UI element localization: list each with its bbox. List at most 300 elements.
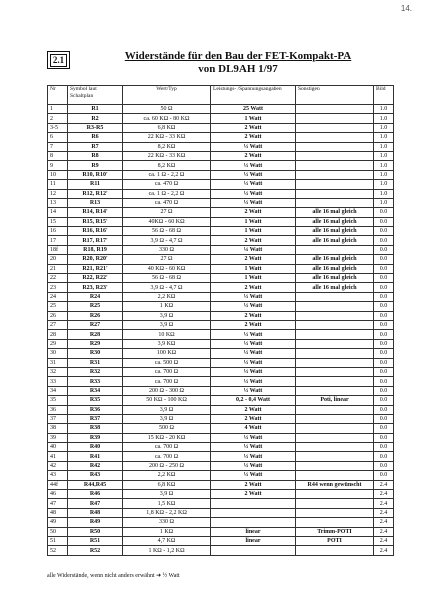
cell-symbol: R22, R22' bbox=[68, 274, 123, 283]
cell-nr: 50 bbox=[48, 527, 68, 536]
cell-symbol: R44,R45 bbox=[68, 480, 123, 489]
cell-sonstigen bbox=[296, 170, 374, 179]
cell-nr: 6 bbox=[48, 133, 68, 142]
cell-leistung: ½ Watt bbox=[211, 330, 296, 339]
cell-symbol: R30 bbox=[68, 349, 123, 358]
cell-symbol: R35 bbox=[68, 396, 123, 405]
cell-sonstigen bbox=[296, 320, 374, 329]
cell-leistung: ½ Watt bbox=[211, 142, 296, 151]
cell-nr: 29 bbox=[48, 339, 68, 348]
table-row bbox=[48, 123, 394, 132]
cell-bild: 1.0 bbox=[374, 105, 394, 114]
cell-sonstigen bbox=[296, 499, 374, 508]
cell-symbol: R47 bbox=[68, 499, 123, 508]
cell-wert: ca. 470 Ω bbox=[123, 198, 211, 207]
cell-symbol: R46 bbox=[68, 490, 123, 499]
cell-symbol: R25 bbox=[68, 302, 123, 311]
cell-symbol: R11 bbox=[68, 180, 123, 189]
cell-sonstigen bbox=[296, 424, 374, 433]
cell-leistung: ½ Watt bbox=[211, 367, 296, 376]
cell-nr: 47 bbox=[48, 499, 68, 508]
cell-sonstigen bbox=[296, 151, 374, 160]
cell-wert: 200 Ω - 250 Ω bbox=[123, 461, 211, 470]
cell-symbol: R1 bbox=[68, 105, 123, 114]
cell-nr: 12 bbox=[48, 189, 68, 198]
cell-nr: 21 bbox=[48, 264, 68, 273]
table-row bbox=[48, 114, 394, 123]
cell-nr: 8 bbox=[48, 151, 68, 160]
cell-leistung: 2 Watt bbox=[211, 123, 296, 132]
cell-bild: 2.4 bbox=[374, 490, 394, 499]
header-bild: Bild bbox=[374, 86, 394, 105]
table-row bbox=[48, 302, 394, 311]
cell-nr: 14 bbox=[48, 208, 68, 217]
cell-nr: 46 bbox=[48, 490, 68, 499]
cell-leistung: 1 Watt bbox=[211, 227, 296, 236]
cell-bild: 0.0 bbox=[374, 377, 394, 386]
cell-leistung: linear bbox=[211, 527, 296, 536]
cell-sonstigen bbox=[296, 461, 374, 470]
cell-sonstigen bbox=[296, 123, 374, 132]
cell-wert: 3,9 Ω bbox=[123, 311, 211, 320]
cell-symbol: R41 bbox=[68, 452, 123, 461]
cell-symbol: R23, R23' bbox=[68, 283, 123, 292]
cell-wert: 330 Ω bbox=[123, 245, 211, 254]
cell-sonstigen: alle 16 mal gleich bbox=[296, 236, 374, 245]
cell-symbol: R29 bbox=[68, 339, 123, 348]
cell-nr: 34 bbox=[48, 386, 68, 395]
cell-sonstigen: POTI bbox=[296, 536, 374, 545]
cell-leistung bbox=[211, 518, 296, 527]
cell-wert: ca. 500 Ω bbox=[123, 358, 211, 367]
cell-nr: 41 bbox=[48, 452, 68, 461]
cell-sonstigen: alle 16 mal gleich bbox=[296, 264, 374, 273]
cell-bild: 0.0 bbox=[374, 433, 394, 442]
table-row bbox=[48, 264, 394, 273]
table-row bbox=[48, 236, 394, 245]
cell-bild: 0.0 bbox=[374, 367, 394, 376]
cell-nr: 39 bbox=[48, 433, 68, 442]
cell-wert: 200 Ω - 300 Ω bbox=[123, 386, 211, 395]
cell-sonstigen bbox=[296, 508, 374, 517]
cell-wert: 6,8 KΩ bbox=[123, 480, 211, 489]
cell-nr: 36 bbox=[48, 405, 68, 414]
cell-nr: 2 bbox=[48, 114, 68, 123]
footnote: alle Widerstände, wenn nicht anders erwähnt ➜ ½ Watt bbox=[47, 573, 180, 579]
cell-leistung: ½ Watt bbox=[211, 358, 296, 367]
cell-wert: 56 Ω - 68 Ω bbox=[123, 227, 211, 236]
table-row bbox=[48, 546, 394, 555]
cell-symbol: R36 bbox=[68, 405, 123, 414]
cell-leistung: 4 Watt bbox=[211, 424, 296, 433]
cell-nr: 44f bbox=[48, 480, 68, 489]
cell-symbol: R32 bbox=[68, 367, 123, 376]
cell-wert: 10 KΩ bbox=[123, 330, 211, 339]
table-row bbox=[48, 349, 394, 358]
table-row bbox=[48, 536, 394, 545]
cell-sonstigen: Trimm-POTI bbox=[296, 527, 374, 536]
table-row bbox=[48, 133, 394, 142]
cell-leistung: ½ Watt bbox=[211, 471, 296, 480]
cell-bild: 0.0 bbox=[374, 471, 394, 480]
cell-wert: 500 Ω bbox=[123, 424, 211, 433]
cell-bild: 0.0 bbox=[374, 386, 394, 395]
cell-leistung: ½ Watt bbox=[211, 452, 296, 461]
cell-wert: 8,2 KΩ bbox=[123, 142, 211, 151]
cell-bild: 0.0 bbox=[374, 245, 394, 254]
cell-symbol: R43 bbox=[68, 471, 123, 480]
cell-sonstigen: Poti, linear bbox=[296, 396, 374, 405]
cell-bild: 0.0 bbox=[374, 274, 394, 283]
cell-wert: 3,9 Ω - 4,7 Ω bbox=[123, 283, 211, 292]
header-leistung: Leistungs- /Spannungsangaben bbox=[211, 86, 296, 105]
table-row bbox=[48, 151, 394, 160]
cell-sonstigen bbox=[296, 443, 374, 452]
cell-bild: 0.0 bbox=[374, 396, 394, 405]
cell-symbol: R18, R19 bbox=[68, 245, 123, 254]
cell-bild: 2.4 bbox=[374, 499, 394, 508]
cell-sonstigen: R44 wenn gewünscht bbox=[296, 480, 374, 489]
cell-sonstigen bbox=[296, 518, 374, 527]
cell-bild: 2.4 bbox=[374, 546, 394, 555]
cell-wert: ca. 700 Ω bbox=[123, 377, 211, 386]
cell-wert: ca. 1 Ω - 2,2 Ω bbox=[123, 170, 211, 179]
cell-leistung bbox=[211, 546, 296, 555]
cell-wert: 1,5 KΩ bbox=[123, 499, 211, 508]
table-row bbox=[48, 142, 394, 151]
cell-leistung: ½ Watt bbox=[211, 349, 296, 358]
cell-wert: 4,7 KΩ bbox=[123, 536, 211, 545]
cell-wert: 2,2 KΩ bbox=[123, 471, 211, 480]
cell-wert: 330 Ω bbox=[123, 518, 211, 527]
table-row bbox=[48, 405, 394, 414]
cell-wert: 3,9 Ω bbox=[123, 490, 211, 499]
cell-sonstigen bbox=[296, 349, 374, 358]
cell-symbol: R2 bbox=[68, 114, 123, 123]
cell-bild: 1.0 bbox=[374, 151, 394, 160]
cell-wert: 1 KΩ - 1,2 KΩ bbox=[123, 546, 211, 555]
table-row bbox=[48, 471, 394, 480]
cell-sonstigen bbox=[296, 302, 374, 311]
cell-bild: 0.0 bbox=[374, 405, 394, 414]
table-row bbox=[48, 180, 394, 189]
cell-nr: 49 bbox=[48, 518, 68, 527]
cell-leistung: ½ Watt bbox=[211, 386, 296, 395]
cell-symbol: R7 bbox=[68, 142, 123, 151]
cell-leistung: 2 Watt bbox=[211, 320, 296, 329]
cell-leistung: 25 Watt bbox=[211, 105, 296, 114]
cell-nr: 26 bbox=[48, 311, 68, 320]
cell-symbol: R15, R15' bbox=[68, 217, 123, 226]
cell-bild: 0.0 bbox=[374, 443, 394, 452]
cell-symbol: R50 bbox=[68, 527, 123, 536]
cell-nr: 7 bbox=[48, 142, 68, 151]
document-title bbox=[88, 50, 388, 76]
title-line-1: Widerstände für den Bau der FET-Kompakt-PA bbox=[124, 50, 352, 62]
table-row bbox=[48, 227, 394, 236]
cell-wert: 50 Ω bbox=[123, 105, 211, 114]
cell-nr: 31 bbox=[48, 358, 68, 367]
cell-bild: 0.0 bbox=[374, 292, 394, 301]
cell-bild: 0.0 bbox=[374, 311, 394, 320]
table-row bbox=[48, 320, 394, 329]
cell-symbol: R48 bbox=[68, 508, 123, 517]
cell-bild: 1.0 bbox=[374, 198, 394, 207]
cell-nr: 30 bbox=[48, 349, 68, 358]
cell-symbol: R34 bbox=[68, 386, 123, 395]
cell-bild: 0.0 bbox=[374, 461, 394, 470]
section-number-box bbox=[47, 51, 70, 69]
cell-symbol: R6 bbox=[68, 133, 123, 142]
table-row bbox=[48, 330, 394, 339]
table-row bbox=[48, 189, 394, 198]
cell-leistung: 0,2 - 0,4 Watt bbox=[211, 396, 296, 405]
header-symbol: Symbol laut Schaltplan bbox=[68, 86, 123, 105]
cell-nr: 3-5 bbox=[48, 123, 68, 132]
cell-nr: 48 bbox=[48, 508, 68, 517]
cell-wert: 6,8 KΩ bbox=[123, 123, 211, 132]
cell-leistung: 2 Watt bbox=[211, 414, 296, 423]
table-row bbox=[48, 396, 394, 405]
resistor-table bbox=[47, 85, 394, 556]
cell-symbol: R10, R10' bbox=[68, 170, 123, 179]
cell-bild: 2.4 bbox=[374, 480, 394, 489]
cell-sonstigen: alle 16 mal gleich bbox=[296, 208, 374, 217]
table-row bbox=[48, 292, 394, 301]
cell-nr: 40 bbox=[48, 443, 68, 452]
cell-bild: 0.0 bbox=[374, 255, 394, 264]
table-row bbox=[48, 217, 394, 226]
cell-bild: 0.0 bbox=[374, 414, 394, 423]
cell-symbol: R28 bbox=[68, 330, 123, 339]
cell-bild: 2.4 bbox=[374, 536, 394, 545]
header-sonstigen: Sonstigen bbox=[296, 86, 374, 105]
cell-sonstigen bbox=[296, 142, 374, 151]
table-row bbox=[48, 311, 394, 320]
cell-nr: 11 bbox=[48, 180, 68, 189]
cell-symbol: R21, R21' bbox=[68, 264, 123, 273]
cell-bild: 0.0 bbox=[374, 320, 394, 329]
cell-leistung: ½ Watt bbox=[211, 377, 296, 386]
table-row bbox=[48, 518, 394, 527]
cell-bild: 0.0 bbox=[374, 358, 394, 367]
cell-nr: 27 bbox=[48, 320, 68, 329]
table-row bbox=[48, 386, 394, 395]
cell-nr: 51 bbox=[48, 536, 68, 545]
cell-symbol: R26 bbox=[68, 311, 123, 320]
cell-sonstigen bbox=[296, 471, 374, 480]
cell-symbol: R40 bbox=[68, 443, 123, 452]
cell-leistung: linear bbox=[211, 536, 296, 545]
table-row bbox=[48, 452, 394, 461]
cell-sonstigen bbox=[296, 490, 374, 499]
section-number: 2.1 bbox=[50, 54, 67, 67]
table-header-row bbox=[48, 86, 394, 105]
cell-bild: 1.0 bbox=[374, 161, 394, 170]
cell-wert: ca. 700 Ω bbox=[123, 367, 211, 376]
cell-bild: 0.0 bbox=[374, 349, 394, 358]
cell-wert: 3,9 Ω bbox=[123, 405, 211, 414]
cell-symbol: R38 bbox=[68, 424, 123, 433]
cell-symbol: R17, R17' bbox=[68, 236, 123, 245]
cell-bild: 1.0 bbox=[374, 114, 394, 123]
table-row bbox=[48, 339, 394, 348]
cell-leistung: ½ Watt bbox=[211, 443, 296, 452]
cell-wert: 3,9 KΩ bbox=[123, 339, 211, 348]
cell-bild: 0.0 bbox=[374, 452, 394, 461]
cell-sonstigen: alle 16 mal gleich bbox=[296, 283, 374, 292]
cell-nr: 16 bbox=[48, 227, 68, 236]
table-row bbox=[48, 527, 394, 536]
cell-leistung: 2 Watt bbox=[211, 480, 296, 489]
cell-wert: 40 KΩ - 60 KΩ bbox=[123, 264, 211, 273]
table-row bbox=[48, 424, 394, 433]
cell-nr: 1 bbox=[48, 105, 68, 114]
cell-nr: 20 bbox=[48, 255, 68, 264]
cell-bild: 2.4 bbox=[374, 508, 394, 517]
table-row bbox=[48, 208, 394, 217]
cell-sonstigen bbox=[296, 452, 374, 461]
cell-symbol: R39 bbox=[68, 433, 123, 442]
cell-bild: 2.4 bbox=[374, 527, 394, 536]
table-row bbox=[48, 245, 394, 254]
cell-leistung: 1 Watt bbox=[211, 114, 296, 123]
table-row bbox=[48, 255, 394, 264]
cell-sonstigen bbox=[296, 189, 374, 198]
cell-nr: 15 bbox=[48, 217, 68, 226]
cell-wert: ca. 60 KΩ - 80 KΩ bbox=[123, 114, 211, 123]
cell-bild: 0.0 bbox=[374, 217, 394, 226]
table-row bbox=[48, 433, 394, 442]
cell-wert: 50 KΩ - 100 KΩ bbox=[123, 396, 211, 405]
cell-sonstigen bbox=[296, 245, 374, 254]
cell-bild: 0.0 bbox=[374, 208, 394, 217]
cell-leistung bbox=[211, 508, 296, 517]
cell-symbol: R9 bbox=[68, 161, 123, 170]
table-row bbox=[48, 499, 394, 508]
cell-sonstigen bbox=[296, 198, 374, 207]
cell-sonstigen bbox=[296, 180, 374, 189]
cell-sonstigen bbox=[296, 292, 374, 301]
cell-wert: 2,2 KΩ bbox=[123, 292, 211, 301]
cell-nr: 13 bbox=[48, 198, 68, 207]
cell-symbol: R33 bbox=[68, 377, 123, 386]
cell-leistung: 2 Watt bbox=[211, 490, 296, 499]
cell-sonstigen bbox=[296, 311, 374, 320]
table-row bbox=[48, 508, 394, 517]
cell-symbol: R16, R16' bbox=[68, 227, 123, 236]
table-row bbox=[48, 367, 394, 376]
cell-nr: 28 bbox=[48, 330, 68, 339]
table-body bbox=[48, 105, 394, 556]
cell-symbol: R8 bbox=[68, 151, 123, 160]
cell-wert: 3,9 Ω - 4,7 Ω bbox=[123, 236, 211, 245]
table-row bbox=[48, 414, 394, 423]
cell-sonstigen bbox=[296, 358, 374, 367]
cell-bild: 0.0 bbox=[374, 264, 394, 273]
cell-wert: ca. 700 Ω bbox=[123, 443, 211, 452]
cell-sonstigen: alle 16 mal gleich bbox=[296, 227, 374, 236]
cell-nr: 52 bbox=[48, 546, 68, 555]
cell-bild: 0.0 bbox=[374, 330, 394, 339]
cell-symbol: R3-R5 bbox=[68, 123, 123, 132]
cell-nr: 24 bbox=[48, 292, 68, 301]
table-row bbox=[48, 461, 394, 470]
cell-nr: 23 bbox=[48, 283, 68, 292]
cell-leistung: 1 Watt bbox=[211, 274, 296, 283]
cell-leistung: 1 Watt bbox=[211, 264, 296, 273]
cell-sonstigen bbox=[296, 405, 374, 414]
cell-symbol: R31 bbox=[68, 358, 123, 367]
cell-bild: 1.0 bbox=[374, 180, 394, 189]
cell-bild: 1.0 bbox=[374, 170, 394, 179]
cell-wert: ca. 700 Ω bbox=[123, 452, 211, 461]
cell-sonstigen bbox=[296, 114, 374, 123]
page-number-note: 14. bbox=[400, 4, 412, 13]
cell-symbol: R49 bbox=[68, 518, 123, 527]
cell-leistung: ½ Watt bbox=[211, 170, 296, 179]
cell-sonstigen bbox=[296, 414, 374, 423]
cell-sonstigen bbox=[296, 339, 374, 348]
cell-sonstigen: alle 16 mal gleich bbox=[296, 255, 374, 264]
cell-wert: 100 KΩ bbox=[123, 349, 211, 358]
cell-wert: ca. 1 Ω - 2,2 Ω bbox=[123, 189, 211, 198]
cell-symbol: R51 bbox=[68, 536, 123, 545]
cell-nr: 35 bbox=[48, 396, 68, 405]
title-line-2: von DL9AH 1/97 bbox=[198, 63, 278, 75]
cell-wert: 1 KΩ bbox=[123, 302, 211, 311]
cell-leistung: 2 Watt bbox=[211, 208, 296, 217]
cell-wert: 3,9 Ω bbox=[123, 414, 211, 423]
cell-symbol: R27 bbox=[68, 320, 123, 329]
cell-nr: 37 bbox=[48, 414, 68, 423]
cell-leistung: 2 Watt bbox=[211, 236, 296, 245]
cell-bild: 0.0 bbox=[374, 339, 394, 348]
cell-bild: 0.0 bbox=[374, 302, 394, 311]
cell-leistung: 1 Watt bbox=[211, 217, 296, 226]
cell-wert: 8,2 KΩ bbox=[123, 161, 211, 170]
cell-leistung: ½ Watt bbox=[211, 433, 296, 442]
cell-symbol: R14, R14' bbox=[68, 208, 123, 217]
cell-bild: 1.0 bbox=[374, 133, 394, 142]
cell-nr: 17 bbox=[48, 236, 68, 245]
cell-wert: 15 KΩ - 20 KΩ bbox=[123, 433, 211, 442]
table-row bbox=[48, 490, 394, 499]
cell-bild: 0.0 bbox=[374, 236, 394, 245]
cell-nr: 42 bbox=[48, 461, 68, 470]
cell-leistung: ½ Watt bbox=[211, 198, 296, 207]
cell-nr: 18f bbox=[48, 245, 68, 254]
cell-sonstigen bbox=[296, 377, 374, 386]
table-row bbox=[48, 283, 394, 292]
cell-sonstigen bbox=[296, 386, 374, 395]
cell-wert: 3,9 Ω bbox=[123, 320, 211, 329]
cell-wert: 56 Ω - 68 Ω bbox=[123, 274, 211, 283]
cell-sonstigen bbox=[296, 161, 374, 170]
cell-wert: 27 Ω bbox=[123, 208, 211, 217]
cell-wert: 1,8 KΩ - 2,2 KΩ bbox=[123, 508, 211, 517]
cell-wert: ca. 470 Ω bbox=[123, 180, 211, 189]
cell-symbol: R42 bbox=[68, 461, 123, 470]
cell-wert: 27 Ω bbox=[123, 255, 211, 264]
cell-wert: 40KΩ - 60 KΩ bbox=[123, 217, 211, 226]
cell-symbol: R37 bbox=[68, 414, 123, 423]
cell-bild: 0.0 bbox=[374, 424, 394, 433]
cell-wert: 1 KΩ bbox=[123, 527, 211, 536]
cell-leistung: 2 Watt bbox=[211, 283, 296, 292]
table-row bbox=[48, 161, 394, 170]
cell-leistung: 2 Watt bbox=[211, 405, 296, 414]
